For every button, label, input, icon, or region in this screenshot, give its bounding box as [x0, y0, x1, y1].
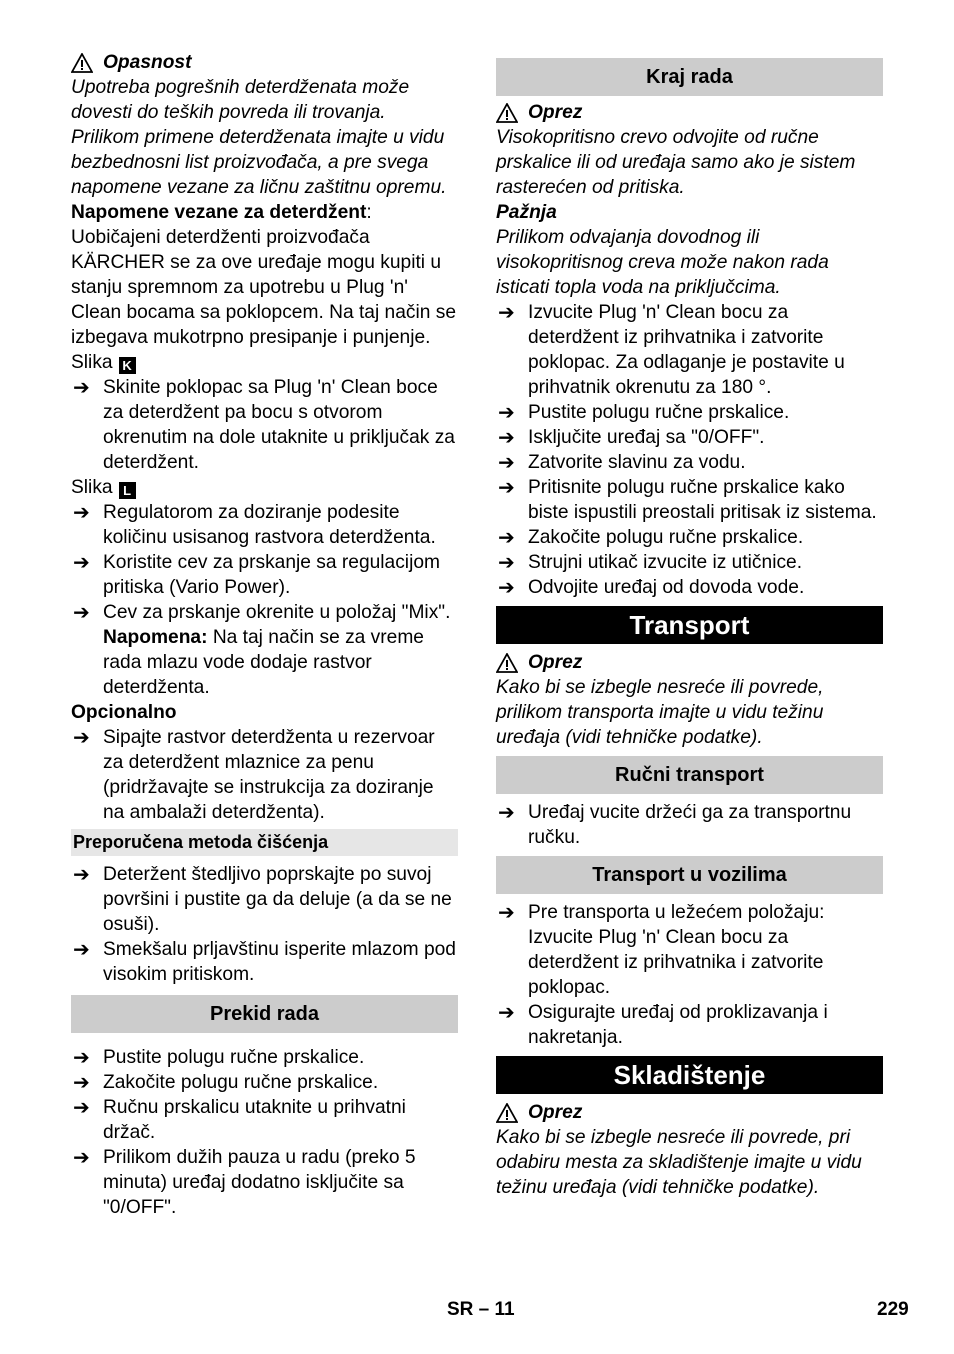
right-column — [496, 58, 883, 1200]
arrow-right-icon: ➔ — [498, 575, 515, 599]
fig-l-steps — [71, 500, 458, 700]
arrow-right-icon: ➔ — [73, 600, 90, 624]
list-item: ➔ Zakočite polugu ručne prskalice. — [498, 525, 804, 549]
arrow-right-icon: ➔ — [73, 1045, 90, 1069]
list-item: ➔ Prilikom dužih pauza u radu (preko 5 minuta) uređaj dodatno isključite sa "0/OFF". — [73, 1145, 416, 1218]
caution-text: Visokopritisno crevo odvojite od ručne prskalice ili od uređaja samo ako je sistem rasterećen od pritiska. — [496, 127, 856, 198]
arrow-right-icon: ➔ — [498, 800, 515, 824]
manual-transport-heading: Ručni transport — [496, 756, 883, 794]
list-item: ➔ Sipajte rastvor deterdženta u rezervoar za deterdžent mlaznice za penu (pridržavajte se instrukcija za doziranje na ambalaži deterdženta). — [73, 725, 435, 823]
list-item: ➔ Cev za prskanje okrenite u položaj "Mix". Napomena: Na taj način se za vreme rada mlazu vode dodaje rastvor deterdženta. — [73, 600, 451, 698]
warning-triangle-icon — [496, 1103, 518, 1123]
list-item: ➔ Odvojite uređaj od dovoda vode. — [498, 575, 805, 599]
arrow-right-icon: ➔ — [498, 900, 515, 924]
figure-l-ref — [71, 475, 458, 500]
figure-l-label: Slika — [71, 477, 113, 498]
list-item: ➔ Skinite poklopac sa Plug 'n' Clean boce za deterdžent pa bocu s otvorom okrenutim na dole utaknite u priključak za deterdžent. — [73, 375, 455, 473]
arrow-right-icon: ➔ — [73, 1145, 90, 1169]
page-number: 229 — [877, 1299, 909, 1320]
caution-label: Oprez — [528, 652, 583, 673]
arrow-right-icon: ➔ — [73, 1095, 90, 1119]
list-item: ➔ Zakočite polugu ručne prskalice. — [73, 1070, 379, 1094]
list-item: ➔ Pustite polugu ručne prskalice. — [73, 1045, 365, 1069]
optional-steps — [71, 725, 458, 825]
danger-text: Upotreba pogrešnih deterdženata može dovesti do teških povreda ili trovanja. Prilikom primene deterdženata imajte u vidu bezbednosni list proizvođača, a pre svega napomene vezane za ličnu zaštitnu opremu. — [71, 77, 447, 198]
warning-triangle-icon — [496, 103, 518, 123]
arrow-right-icon: ➔ — [73, 862, 90, 886]
storage-heading: Skladištenje — [496, 1056, 883, 1094]
interrupt-steps — [71, 1045, 458, 1220]
list-item: ➔ Pre transporta u ležećem položaju: Izvucite Plug 'n' Clean bocu za deterdžent iz prihvatnika i zatvorite poklopac. — [498, 900, 825, 998]
recommended-steps — [71, 862, 458, 987]
list-item: ➔ Isključite uređaj sa "0/OFF". — [498, 425, 765, 449]
detergent-notes-colon: : — [366, 202, 372, 223]
recommended-method-heading: Preporučena metoda čišćenja — [71, 829, 458, 856]
left-column — [71, 50, 458, 1220]
detergent-notes — [71, 200, 458, 225]
end-steps — [496, 300, 883, 600]
arrow-right-icon: ➔ — [73, 937, 90, 961]
arrow-right-icon: ➔ — [498, 550, 515, 574]
arrow-right-icon: ➔ — [73, 1070, 90, 1094]
detergent-notes-text: Uobičajeni deterdženti proizvođača KÄRCHER se za ove uređaje mogu kupiti u stanju spremnom za upotrebu u Plug 'n' Clean bocama sa poklopcem. Na taj način se izbegava mukotrpno presipanje i punjenje. — [71, 227, 457, 348]
arrow-right-icon: ➔ — [73, 500, 90, 524]
list-item: ➔ Izvucite Plug 'n' Clean bocu za deterdžent iz prihvatnika i zatvorite poklopac. Za odlaganje je postavite u prihvatnik okrenutu za 180 °. — [498, 300, 845, 398]
arrow-right-icon: ➔ — [73, 375, 90, 399]
list-item: ➔ Koristite cev za prskanje sa regulacijom pritiska (Vario Power). — [73, 550, 440, 598]
detergent-notes-label: Napomene vezane za deterdžent — [71, 202, 367, 223]
arrow-right-icon: ➔ — [498, 425, 515, 449]
caution-label: Oprez — [528, 102, 583, 123]
fig-k-steps — [71, 375, 458, 475]
arrow-right-icon: ➔ — [498, 1000, 515, 1024]
figure-k-ref — [71, 350, 458, 375]
figure-k-letter: K — [119, 357, 136, 374]
attention-text: Prilikom odvajanja dovodnog ili visokopritisnog creva može nakon rada isticati topla voda na priključcima. — [496, 227, 829, 298]
list-item: ➔ Strujni utikač izvucite iz utičnice. — [498, 550, 803, 574]
arrow-right-icon: ➔ — [498, 400, 515, 424]
end-of-work-heading: Kraj rada — [496, 58, 883, 96]
note-label: Napomena: — [103, 627, 208, 648]
caution-heading — [496, 100, 883, 125]
list-item: ➔ Pustite polugu ručne prskalice. — [498, 400, 790, 424]
list-item: ➔ Osigurajte uređaj od proklizavanja i nakretanja. — [498, 1000, 828, 1048]
danger-label: Opasnost — [103, 52, 192, 73]
list-item: ➔ Deteržent štedljivo poprskajte po suvoj površini i pustite ga da deluje (a da se ne osuši). — [73, 862, 452, 935]
arrow-right-icon: ➔ — [498, 450, 515, 474]
storage-caution-text: Kako bi se izbegle nesreće ili povrede, pri odabiru mesta za skladištenje imajte u vidu težinu uređaja (vidi tehničke podatke). — [496, 1127, 862, 1198]
caution-label: Oprez — [528, 1102, 583, 1123]
transport-caution-text: Kako bi se izbegle nesreće ili povrede, prilikom transporta imajte u vidu težinu uređaja (vidi tehničke podatke). — [496, 677, 824, 748]
list-item: ➔ Regulatorom za doziranje podesite količinu usisanog rastvora deterdženta. — [73, 500, 436, 548]
list-item: ➔ Smekšalu prljavštinu isperite mlazom pod visokim pritiskom. — [73, 937, 456, 985]
figure-l-letter: L — [119, 482, 136, 499]
attention-label: Pažnja — [496, 202, 557, 223]
note-text: Na taj način se za vreme rada mlazu vode dodaje rastvor deterdženta. — [103, 627, 424, 698]
arrow-right-icon: ➔ — [73, 725, 90, 749]
transport-heading: Transport — [496, 606, 883, 644]
danger-heading — [71, 50, 458, 75]
list-item: ➔ Pritisnite polugu ručne prskalice kako biste ispustili preostali pritisak iz sistema. — [498, 475, 877, 523]
warning-triangle-icon — [496, 653, 518, 673]
list-item: ➔ Ručnu prskalicu utaknite u prihvatni držač. — [73, 1095, 406, 1143]
figure-k-label: Slika — [71, 352, 113, 373]
vehicle-transport-heading: Transport u vozilima — [496, 856, 883, 894]
arrow-right-icon: ➔ — [498, 525, 515, 549]
arrow-right-icon: ➔ — [498, 300, 515, 324]
caution-heading — [496, 1100, 883, 1125]
list-item: ➔ Zatvorite slavinu za vodu. — [498, 450, 746, 474]
footer-section-label: SR – 11 — [447, 1299, 515, 1320]
warning-triangle-icon — [71, 53, 93, 73]
arrow-right-icon: ➔ — [73, 550, 90, 574]
caution-heading — [496, 650, 883, 675]
manual-steps — [496, 800, 883, 850]
optional-heading: Opcionalno — [71, 702, 177, 723]
arrow-right-icon: ➔ — [498, 475, 515, 499]
vehicle-steps — [496, 900, 883, 1050]
list-item: ➔ Uređaj vucite držeći ga za transportnu ručku. — [498, 800, 852, 848]
interrupt-heading: Prekid rada — [71, 995, 458, 1033]
